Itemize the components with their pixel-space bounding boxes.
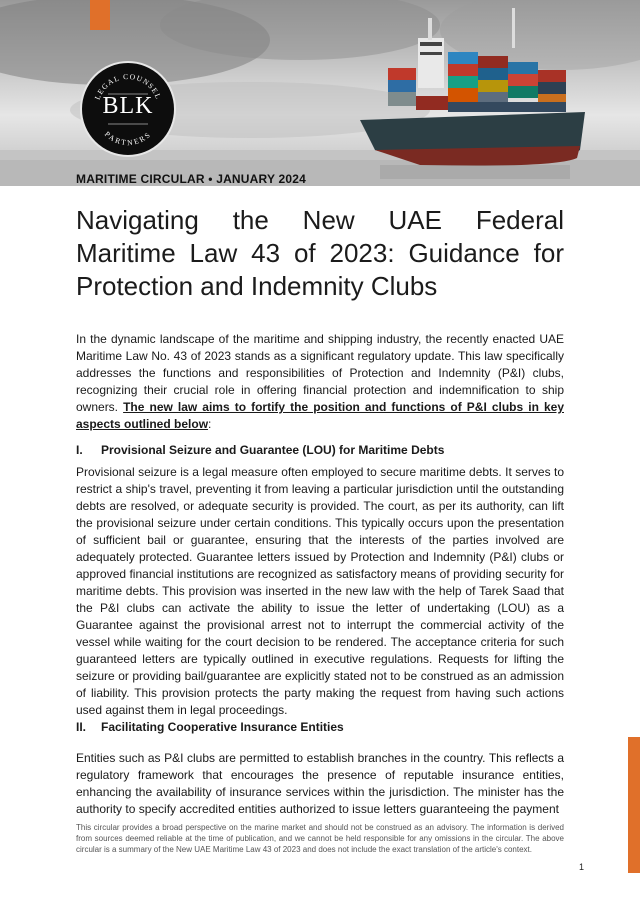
- section-number-1: I.: [76, 443, 83, 457]
- intro-paragraph: [76, 331, 564, 433]
- intro-text: In the dynamic landscape of the maritime and shipping industry, the recently enacted UAE Maritime Law No. 43 of 2023 stands as a significant regulatory update. This law specifically addresses the functions and responsibilities of Protection and Indemnity (P&I) clubs, recognizing their crucial role in offering financial protection and indemnification to ship owners.: [76, 332, 564, 414]
- logo-ring-bottom: PARTNERS: [102, 129, 154, 148]
- section-body-1: Provisional seizure is a legal measure often employed to secure maritime debts. It serves to restrict a ship's travel, preventing it from leaving a particular jurisdiction until the outstanding debts are resolved, or adequate security is provided. The court, as per its authority, can lift the provisional seizure under certain conditions. This typically occurs upon the presentation of sufficient bail or guarantee, ensuring that the interests of the parties involved are adequately protected. Guarantee letters issued by Protection and Indemnity (P&I) clubs or approved financial institutions are recognized as satisfactory means of providing security for maritime debts. This provision was inserted in the new law with the help of Tarek Saad that the P&I clubs can activate the ability to issue the letter of undertaking (LOU) as a Guarantee against the provisional arrest not to interrupt the commercial activity of the vessel while waiting for the court decision to be rendered. The acceptance criteria for such guaranteed letters are typically outlined in executive regulations. Requests for lifting the seizure or providing bail/guarantee are explicitly stated not to be construed as an admission of liability. This provision protects the party making the request from having such actions used against them in legal proceedings.: [76, 465, 564, 717]
- section-number-2: II.: [76, 720, 87, 734]
- svg-text:PARTNERS: [103, 129, 153, 147]
- section-title-2: Facilitating Cooperative Insurance Entities: [101, 720, 344, 734]
- accent-tab: [90, 0, 110, 30]
- title-line-1: Navigating the New UAE Federal: [76, 205, 564, 235]
- circular-label: MARITIME CIRCULAR • JANUARY 2024: [76, 172, 306, 186]
- page-title: [76, 204, 564, 303]
- accent-side-bar: [628, 737, 640, 873]
- logo-text: BLK: [102, 93, 154, 119]
- page-number: 1: [579, 862, 585, 872]
- intro-colon: :: [208, 417, 212, 431]
- intro-emphasis: The new law aims to fortify the position and functions of P&I clubs in key aspects outlined below: [76, 400, 564, 431]
- title-rest: Maritime Law 43 of 2023: Guidance for Protection and Indemnity Clubs: [76, 238, 564, 301]
- section-heading-1: [76, 443, 444, 457]
- logo-ring-top: LEGAL COUNSEL: [92, 71, 164, 102]
- section-body-2: Entities such as P&I clubs are permitted to establish branches in the country. This reflects a regulatory framework that encourages the presence of reputable insurance entities, enhancing the availability of insurance services within the jurisdiction. The minister has the authority to specify accredited entities authorized to issue letters guaranteeing the payment: [76, 751, 564, 816]
- blk-logo: [80, 61, 176, 157]
- footer-disclaimer: This circular provides a broad perspective on the marine market and should not be construed as an advisory. The information is derived from sources deemed reliable at the time of publication, and we cannot be held responsible for any omissions in the circular. The above circular is a summary of the New UAE Maritime Law 43 of 2023 and does not include the exact translation of the article's context.: [76, 823, 564, 854]
- header-photo: [0, 0, 640, 186]
- section-heading-2: [76, 720, 344, 734]
- section-title-1: Provisional Seizure and Guarantee (LOU) for Maritime Debts: [101, 443, 445, 457]
